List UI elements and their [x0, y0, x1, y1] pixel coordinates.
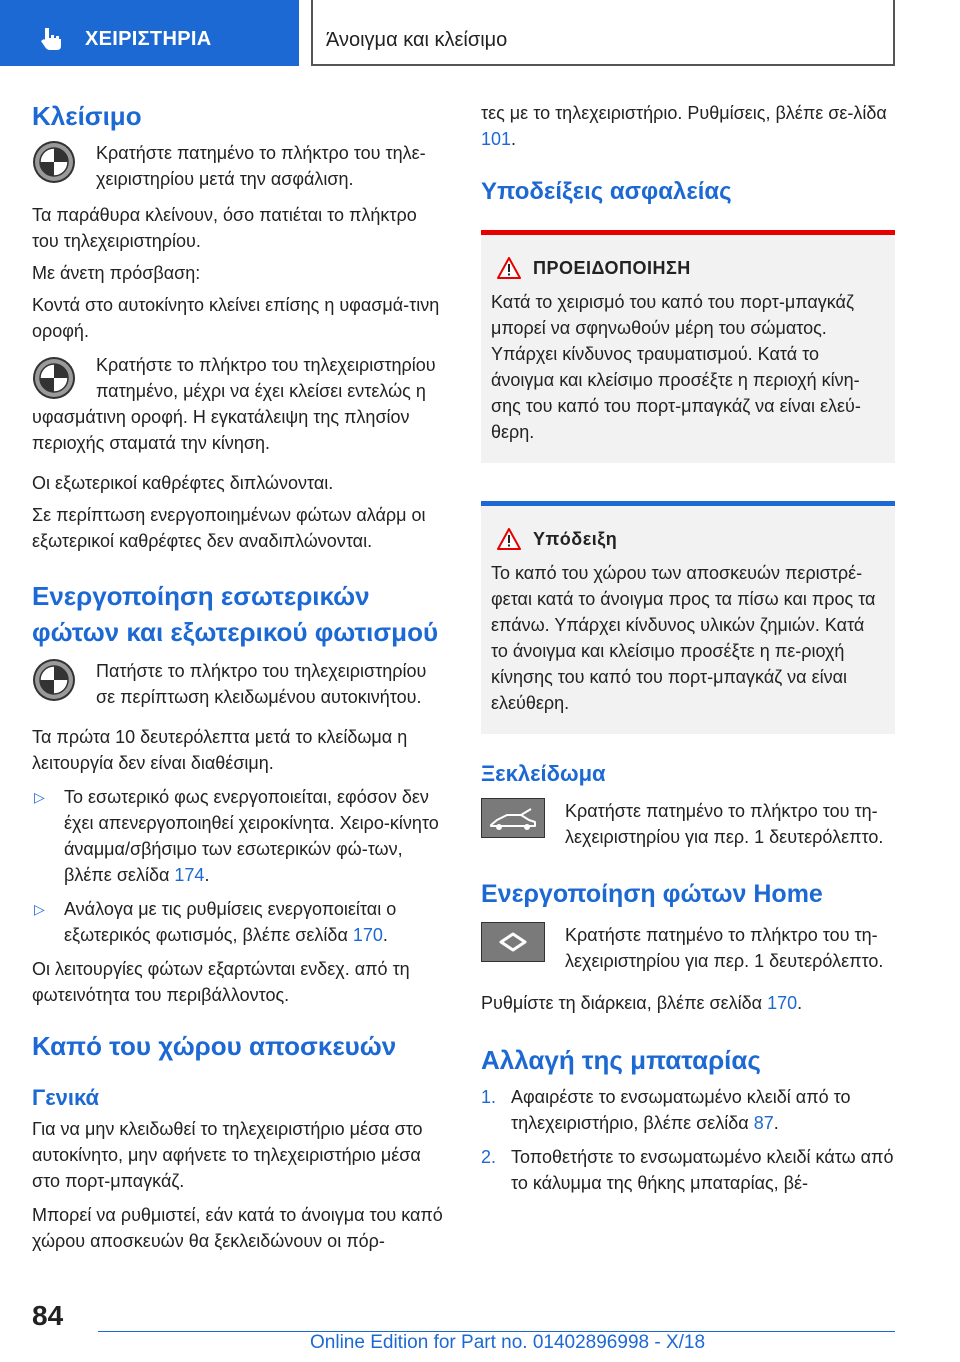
page-link-174[interactable]: 174 — [174, 865, 205, 885]
page-link-170[interactable]: 170 — [352, 925, 383, 945]
lights-para-1: Τα πρώτα 10 δευτερόλεπτα μετά το κλείδωμα η λειτουργία δεν είναι διαθέσιμη. — [32, 727, 408, 773]
step-end: . — [773, 1113, 779, 1133]
trunk-para-1: Για να μην κλειδωθεί το τηλεχειριστήριο μέσα στο αυτοκίνητο, μην αφήνετε το τηλεχειριστήριο μέσα στο πορτ-μπαγκάζ. — [32, 1119, 423, 1191]
lights-key-text: Πατήστε το πλήκτρο του τηλεχειριστηρίου σε περίπτωση κλειδωμένου αυτοκινήτου. — [96, 661, 427, 707]
trunk-heading: Καπό του χώρου αποσκευών — [32, 1031, 397, 1061]
warning-box — [481, 230, 895, 463]
page-number: 84 — [32, 1300, 64, 1331]
closing-heading: Κλείσιμο — [32, 101, 142, 131]
closing-key-row — [32, 140, 448, 192]
closing-para-4: Οι εξωτερικοί καθρέφτες διπλώνονται. — [32, 473, 334, 493]
hand-pointer-icon — [40, 26, 66, 52]
bullet-text: Το εσωτερικό φως ενεργοποιείται, εφόσον δεν έχει απενεργοποιηθεί χειροκίνητα. Χειρο‐κίνητο άναμμα/σβήσιμο των εσωτερικών φώ‐των, βλέπε σελίδα — [64, 787, 439, 885]
closing-key-text: Κρατήστε πατημένο το πλήκτρο του τηλε‐χειριστηρίου μετά την ασφάλιση. — [96, 143, 426, 189]
battery-step-2 — [481, 1144, 895, 1196]
closing-para-1: Τα παράθυρα κλείνουν, όσο πατιέται το πλήκτρο του τηλεχειριστηρίου. — [32, 205, 417, 251]
triangle-bullet-icon: ▷ — [34, 789, 45, 805]
warning-header — [491, 257, 881, 279]
unlock-key-row — [481, 798, 895, 850]
step-text: Αφαιρέστε το ενσωματωμένο κλειδί από το τηλεχειριστήριο, βλέπε σελίδα — [511, 1087, 851, 1133]
notice-header — [491, 528, 881, 550]
warning-title: ΠΡΟΕΙΔΟΠΟΙΗΣΗ — [533, 257, 691, 278]
home-para — [481, 990, 895, 1016]
lights-para-2: Οι λειτουργίες φώτων εξαρτώνται ενδεχ. από τη φωτεινότητα του περιβάλλοντος. — [32, 959, 410, 1005]
continuation-end: . — [511, 129, 517, 149]
right-column — [481, 100, 895, 1196]
step-number: 1. — [481, 1087, 497, 1107]
warning-triangle-icon — [497, 257, 521, 279]
header-tab — [0, 0, 299, 66]
notice-text: Το καπό του χώρου των αποσκευών περιστρέ‐φεται κατά το άνοιγμα προς τα πίσω και προς τα επάνω. Υπάρχει κίνδυνος υλικών ζημιών. Κατά το άνοιγμα και κλείσιμο προσέξτε η πε‐ριοχή κίνησης του καπό του πορτ-μπαγκάζ να είναι ελεύθερη. — [491, 563, 876, 713]
notice-title: Υπόδειξη — [533, 528, 618, 549]
remote-key-roundel-icon — [32, 658, 76, 702]
trunk-para-2: Μπορεί να ρυθμιστεί, εάν κατά το άνοιγμα του καπό χώρου αποσκευών θα ξεκλειδώνουν οι πόρ‐ — [32, 1205, 443, 1251]
lights-bullet-1 — [32, 784, 448, 888]
safety-heading: Υποδείξεις ασφαλείας — [481, 178, 732, 205]
closing-para-5: Σε περίπτωση ενεργοποιημένων φώτων αλάρμ οι εξωτερικοί καθρέφτες δεν αναδιπλώνονται. — [32, 505, 426, 551]
home-heading: Ενεργοποίηση φώτων Home — [481, 880, 823, 908]
home-para-text: Ρυθμίστε τη διάρκεια, βλέπε σελίδα — [481, 993, 768, 1013]
home-light-key-icon — [481, 922, 545, 962]
remote-key-roundel-icon — [32, 140, 76, 184]
continuation-text: τες με το τηλεχειριστήριο. Ρυθμίσεις, βλέπε σε‐λίδα — [481, 103, 887, 123]
left-column — [32, 100, 448, 1254]
footer-edition: Online Edition for Part no. 01402896998 - X/18 — [310, 1332, 706, 1353]
lights-key-row — [32, 658, 448, 710]
unlock-heading: Ξεκλείδωμα — [481, 761, 606, 786]
closing-key-text-2: Κρατήστε το πλήκτρο του τηλεχειριστηρίου πατημένο, μέχρι να έχει κλείσει εντελώς η υφασμάτινη οροφή. Η εγκατάλειψη της πλησίον περιοχής σταματά την κίνηση. — [32, 355, 436, 453]
warning-text: Κατά το χειρισμό του καπό του πορτ-μπαγκάζ μπορεί να σφηνωθούν μέρη του σώματος. Υπάρχει κίνδυνος τραυματισμού. Κατά το άνοιγμα και κλείσιμο προσέξτε η περιοχή κίνη‐σης του καπό του πορτ-μπαγκάζ να είναι ελεύ‐θερη. — [491, 292, 861, 442]
closing-para-3: Κοντά στο αυτοκίνητο κλείνει επίσης η υφασμά‐τινη οροφή. — [32, 295, 440, 341]
page-link-101[interactable]: 101 — [481, 129, 512, 149]
bullet-end: . — [382, 925, 388, 945]
bullet-end: . — [204, 865, 210, 885]
closing-para-2: Με άνετη πρόσβαση: — [32, 263, 201, 283]
lights-heading: Ενεργοποίηση εσωτερικών φώτων και εξωτερικού φωτισμού — [32, 581, 439, 647]
notice-triangle-icon — [497, 528, 521, 550]
bullet-text: Ανάλογα με τις ρυθμίσεις ενεργοποιείται ο εξωτερικός φωτισμός, βλέπε σελίδα — [64, 899, 397, 945]
header-tab-label: ΧΕΙΡΙΣΤΗΡΙΑ — [85, 28, 212, 50]
step-text: Τοποθετήστε το ενσωματωμένο κλειδί κάτω από το κάλυμμα της θήκης μπαταρίας, βέ‐ — [511, 1147, 894, 1193]
trunk-continuation — [481, 100, 895, 152]
battery-heading: Αλλαγή της μπαταρίας — [481, 1045, 761, 1075]
notice-box — [481, 501, 895, 734]
triangle-bullet-icon: ▷ — [34, 901, 45, 917]
general-subheading: Γενικά — [32, 1085, 100, 1110]
battery-step-1 — [481, 1084, 895, 1136]
trunk-key-icon — [481, 798, 545, 838]
home-para-end: . — [797, 993, 803, 1013]
unlock-key-text: Κρατήστε πατημένο το πλήκτρο του τη‐λεχειριστηρίου για περ. 1 δευτερόλεπτο. — [565, 801, 884, 847]
closing-key-row-2 — [32, 352, 448, 456]
step-number: 2. — [481, 1147, 497, 1167]
home-key-row — [481, 922, 895, 974]
home-key-text: Κρατήστε πατημένο το πλήκτρο του τη‐λεχειριστηρίου για περ. 1 δευτερόλεπτο. — [565, 925, 884, 971]
page-link-87[interactable]: 87 — [753, 1113, 774, 1133]
header-divider-right — [893, 0, 895, 66]
lights-bullet-2 — [32, 896, 448, 948]
remote-key-roundel-icon — [32, 356, 76, 400]
header-section-title: Άνοιγμα και κλείσιμο — [326, 29, 508, 51]
header-underline — [311, 64, 895, 66]
header-divider — [311, 0, 313, 66]
page-link-170[interactable]: 170 — [767, 993, 798, 1013]
